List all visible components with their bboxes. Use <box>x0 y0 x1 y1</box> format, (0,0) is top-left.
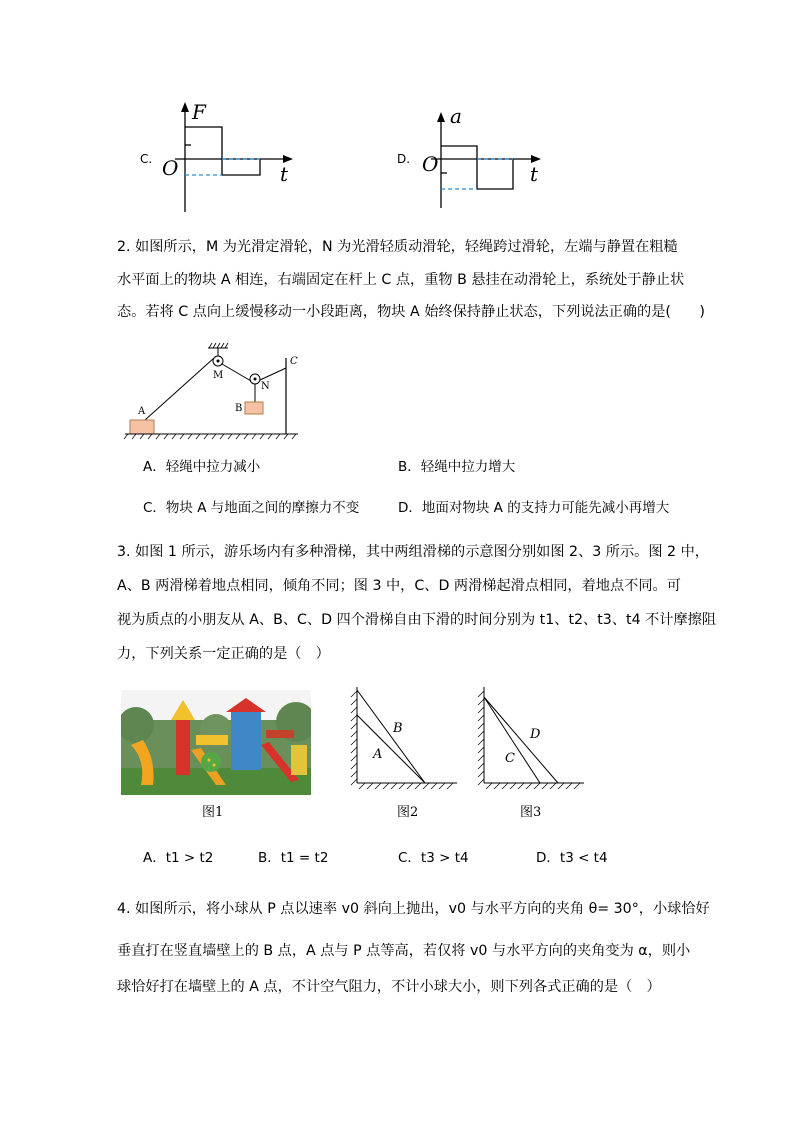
graph-d-ylabel: a <box>450 104 462 128</box>
q3-option-b[interactable]: B．t1 = t2 <box>258 850 329 866</box>
q2-option-c[interactable]: C．物块 A 与地面之间的摩擦力不变 <box>143 500 360 516</box>
q3-line-1: 3. 如图 1 所示，游乐场内有多种滑梯，其中两组滑梯的示意图分别如图 2、3 所示。图 2 中， <box>117 544 709 560</box>
q2-pulley-diagram <box>120 340 320 440</box>
graph-c <box>135 100 305 215</box>
graph-d-xlabel: t <box>530 162 539 186</box>
graph-c-axes <box>135 100 305 215</box>
graph-c-option-label: C. <box>140 152 153 166</box>
q3-fig3-label-d: D <box>530 727 541 742</box>
q3-fig1-caption: 图1 <box>202 805 224 820</box>
q2-option-b[interactable]: B．轻绳中拉力增大 <box>398 459 516 475</box>
q3-fig3-label-c: C <box>505 751 515 766</box>
q3-option-c[interactable]: C．t3 > t4 <box>398 850 469 866</box>
q3-fig3-caption: 图3 <box>520 805 542 820</box>
graph-c-ylabel: F <box>192 100 206 124</box>
q2-pulley-figure <box>120 340 320 440</box>
q2-line-1: 2. 如图所示，M 为光滑定滑轮，N 为光滑轻质动滑轮，轻绳跨过滑轮，左端与静置在粗糙 <box>117 239 678 255</box>
q3-option-d[interactable]: D．t3 < t4 <box>536 850 608 866</box>
q2-option-d[interactable]: D．地面对物块 A 的支持力可能先减小再增大 <box>398 500 670 516</box>
graph-d-axes <box>395 100 565 215</box>
q3-line-2: A、B 两滑梯着地点相同，倾角不同；图 3 中，C、D 两滑梯起滑点相同，着地点不同。可 <box>117 578 681 594</box>
q3-fig2 <box>345 685 465 795</box>
q2-label-a: A <box>138 406 146 417</box>
q3-fig3 <box>472 685 592 795</box>
q2-label-m: M <box>213 370 224 381</box>
q3-fig2-label-a: A <box>373 747 383 762</box>
q2-label-b: B <box>235 403 243 414</box>
q2-line-3: 态。若将 C 点向上缓慢移动一小段距离，物块 A 始终保持静止状态，下列说法正确的是( ) <box>117 304 705 320</box>
q3-fig1-playground-photo <box>121 690 311 795</box>
q3-fig2-caption: 图2 <box>397 805 419 820</box>
q4-line-3: 球恰好打在墙壁上的 A 点，不计空气阻力，不计小球大小，则下列各式正确的是（ ） <box>117 979 661 995</box>
graph-d <box>395 100 565 215</box>
q4-line-1: 4. 如图所示，将小球从 P 点以速率 v0 斜向上抛出，v0 与水平方向的夹角 θ= 30°，小球恰好 <box>117 901 710 917</box>
graph-d-option-label: D. <box>397 152 411 166</box>
q3-line-3: 视为质点的小朋友从 A、B、C、D 四个滑梯自由下滑的时间分别为 t1、t2、t3、t4 不计摩擦阻 <box>117 612 717 628</box>
q2-line-2: 水平面上的物块 A 相连，右端固定在杆上 C 点，重物 B 悬挂在动滑轮上，系统处于静止状 <box>117 272 685 288</box>
graph-d-origin: O <box>422 152 439 176</box>
q3-fig2-diagram <box>345 685 465 795</box>
q4-line-2: 垂直打在竖直墙壁上的 B 点，A 点与 P 点等高，若仅将 v0 与水平方向的夹角变为 α，则小 <box>117 943 691 959</box>
graph-c-xlabel: t <box>280 162 289 186</box>
q2-option-a[interactable]: A．轻绳中拉力减小 <box>143 459 261 475</box>
q3-line-4: 力，下列关系一定正确的是（ ） <box>117 646 330 662</box>
q2-label-n: N <box>261 381 270 392</box>
playground-image <box>121 690 311 795</box>
q3-fig2-label-b: B <box>393 721 403 736</box>
q2-label-c: C <box>290 356 298 367</box>
graph-c-origin: O <box>162 156 179 180</box>
q3-option-a[interactable]: A．t1 > t2 <box>143 850 214 866</box>
